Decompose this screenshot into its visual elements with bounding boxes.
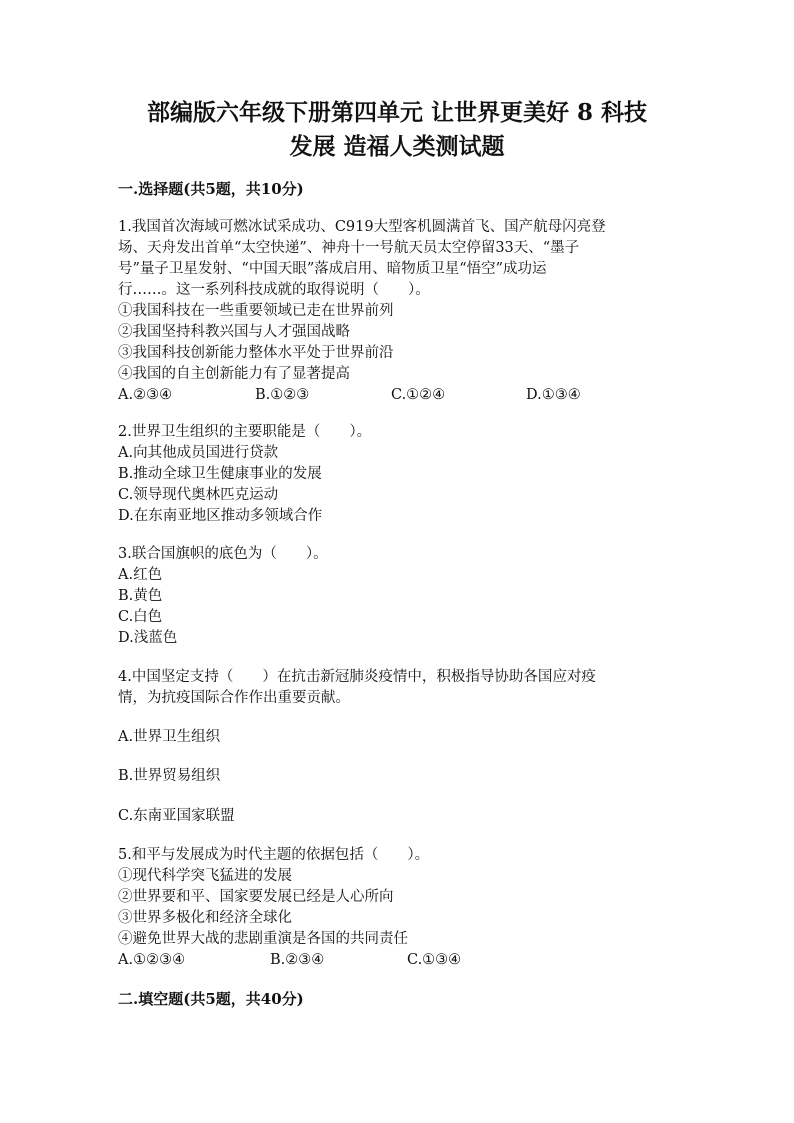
question-3 [118, 544, 678, 649]
title-line-1: 部编版六年级下册第四单元 让世界更美好 8 科技 [146, 99, 648, 126]
question-5-statement: ②世界要和平、国家要发展已经是人心所向 [118, 889, 394, 905]
question-1-stem-line: 1.我国首次海域可燃冰试采成功、C919大型客机圆满首飞、国产航母闪亮登 [118, 219, 606, 235]
question-1-choices [118, 385, 678, 406]
choice-a: A.向其他成员国进行贷款 [118, 445, 279, 461]
question-1 [118, 217, 678, 406]
question-1-statement: ①我国科技在一些重要领域已走在世界前列 [118, 303, 394, 319]
question-2-stem: 2.世界卫生组织的主要职能是（ ）。 [118, 424, 372, 440]
question-3-stem: 3.联合国旗帜的底色为（ ）。 [118, 546, 328, 562]
question-2 [118, 422, 678, 527]
choice-c: C.领导现代奥林匹克运动 [118, 487, 279, 503]
choice-c: C.白色 [118, 609, 163, 625]
question-4-stem-line: 情，为抗疫国际合作作出重要贡献。 [118, 690, 350, 706]
choice-b: B.黄色 [118, 588, 163, 604]
question-4 [118, 667, 678, 709]
question-5-statement: ①现代科学突飞猛进的发展 [118, 868, 292, 884]
choice-d: D.①③④ [526, 387, 581, 403]
question-5-choices [118, 950, 678, 971]
choice-c: C.东南亚国家联盟 [118, 808, 235, 824]
question-5-statement: ④避免世界大战的悲剧重演是各国的共同责任 [118, 931, 408, 947]
title-line-2: 发展 造福人类测试题 [289, 133, 505, 160]
question-1-stem-line: 行……。这一系列科技成就的取得说明（ ）。 [118, 282, 430, 298]
choice-c: C.①③④ [407, 952, 462, 968]
question-5-statement: ③世界多极化和经济全球化 [118, 910, 292, 926]
choice-b: B.②③④ [270, 952, 325, 968]
question-5 [118, 845, 678, 971]
question-1-statement: ②我国坚持科教兴国与人才强国战略 [118, 324, 350, 340]
page-title [100, 96, 694, 164]
choice-b: B.世界贸易组织 [118, 768, 221, 784]
question-4-stem-line: 4.中国坚定支持（ ）在抗击新冠肺炎疫情中，积极指导协助各国应对疫 [118, 669, 596, 685]
choice-b: B.推动全球卫生健康事业的发展 [118, 466, 322, 482]
section-heading-fill: 二.填空题(共5题，共40分) [118, 990, 304, 1008]
choice-a: A.②③④ [118, 387, 173, 403]
choice-d: D.浅蓝色 [118, 630, 178, 646]
section-heading-choice: 一.选择题(共5题，共10分) [118, 180, 304, 198]
choice-d: D.在东南亚地区推动多领域合作 [118, 508, 323, 524]
choice-a: A.①②③④ [118, 952, 186, 968]
choice-a: A.红色 [118, 567, 163, 583]
question-5-stem: 5.和平与发展成为时代主题的依据包括（ ）。 [118, 847, 430, 863]
choice-c: C.①②④ [391, 387, 446, 403]
question-1-stem-line: 号”量子卫星发射、“中国天眼”落成启用、暗物质卫星“悟空”成功运 [118, 261, 547, 277]
choice-b: B.①②③ [255, 387, 310, 403]
choice-a: A.世界卫生组织 [118, 729, 221, 745]
question-1-stem-line: 场、天舟发出首单“太空快递”、神舟十一号航天员太空停留33天、“墨子 [118, 240, 580, 256]
question-1-statement: ③我国科技创新能力整体水平处于世界前沿 [118, 345, 394, 361]
question-1-statement: ④我国的自主创新能力有了显著提高 [118, 366, 350, 382]
